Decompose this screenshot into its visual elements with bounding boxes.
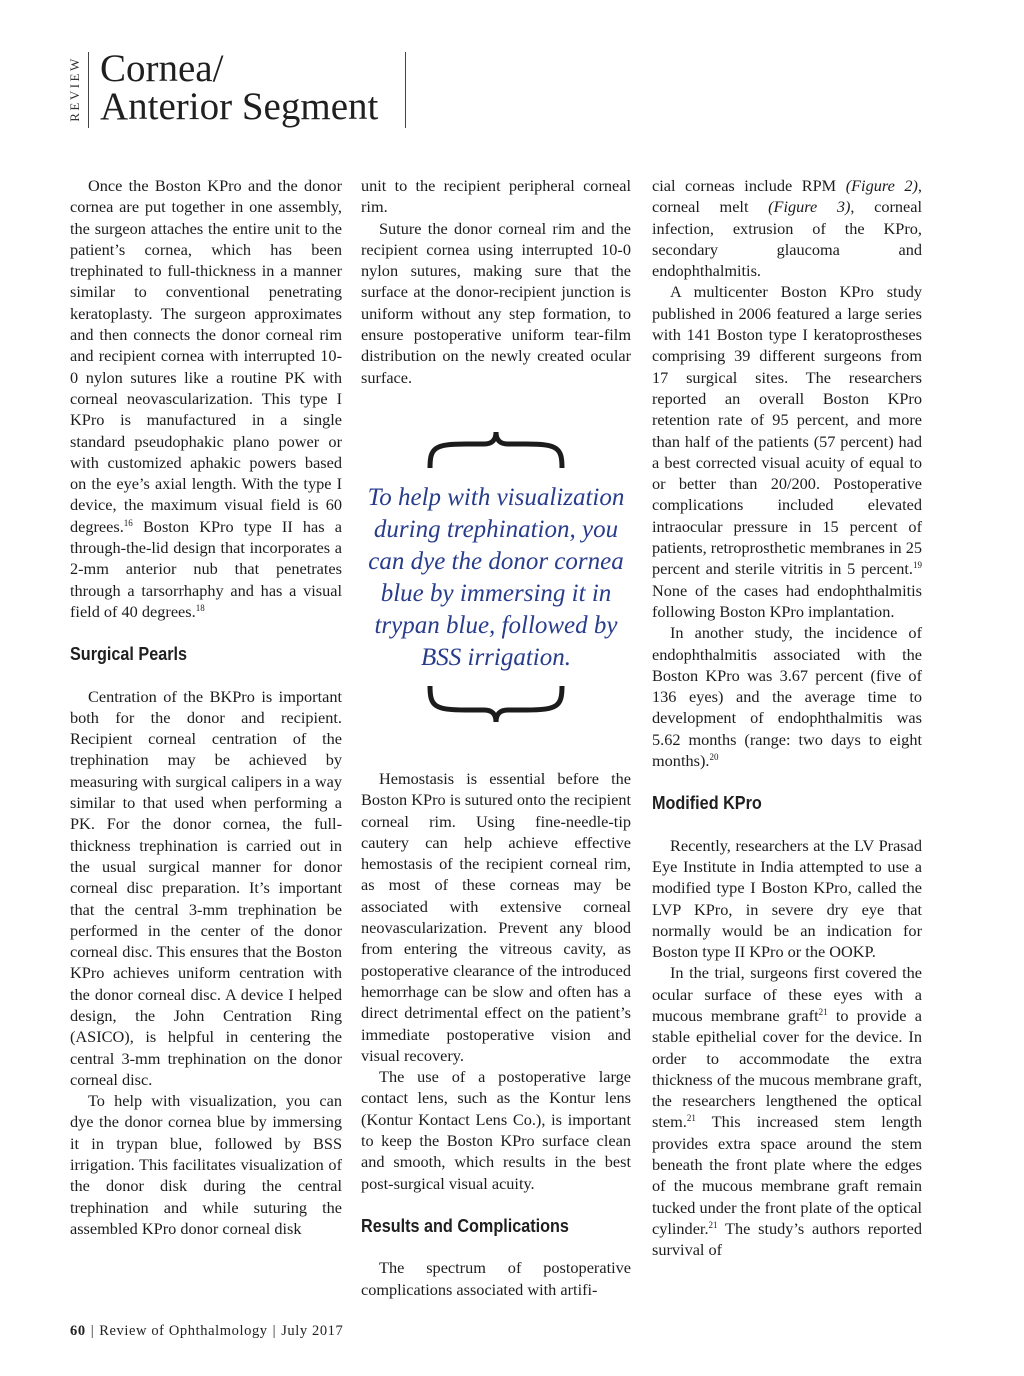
section-label: REVIEW bbox=[67, 56, 83, 122]
reference-marker: 21 bbox=[708, 1219, 718, 1230]
section-heading: Surgical Pearls bbox=[70, 644, 188, 665]
paragraph: Recently, researchers at the LV Prasad Eye Institute in India attempted to use a modified type I Boston KPro, called the LVP KPro, in severe dry eye that normally would be an indication for Boston type II KPro or the OOKP. bbox=[652, 835, 922, 962]
issue-date: July 2017 bbox=[281, 1323, 344, 1339]
section-title-line2: Anterior Segment bbox=[100, 85, 379, 128]
paragraph: unit to the recipient peripheral corneal rim. bbox=[361, 176, 631, 217]
paragraph: A multicenter Boston KPro study published in 2006 featured a large series with 141 Boston type I keratoprostheses comprising 39 different surgeons from 17 surgical sites. The researchers reported an overall Boston KPro retention rate of 95 percent, and more than half of the patients (57 percent) had a best corrected visual acuity of equal to or better than 20/200. Postoperative complications included elevated intraocular pressure in 15 percent of patients, retroprosthetic membranes in 25 percent and sterile vitritis in 5 percent.$^{19}$ None of the cases had endophthalmitis following Boston KPro implantation. bbox=[652, 282, 922, 621]
page-footer: 60 | Review of Ophthalmology | July 2017 bbox=[70, 1323, 344, 1339]
reference-marker: 21 bbox=[686, 1113, 696, 1124]
section-heading: Results and Complications bbox=[361, 1215, 569, 1236]
paragraph: The spectrum of postoperative complications associated with artifi- bbox=[361, 1258, 631, 1299]
brace-bottom-icon bbox=[426, 684, 566, 724]
page-header bbox=[64, 47, 414, 130]
header-divider-right bbox=[405, 52, 406, 128]
reference-marker: 20 bbox=[709, 752, 719, 763]
paragraph: In the trial, surgeons first covered the ocular surface of these eyes with a mucous membrane graft$^{21}$ to provide a stable epithelial cover for the device. In order to accommodate the extra thickness of the mucous membrane graft, the researchers lengthened the optical stem.$^{21}$ This increased stem length provides extra space around the stem beneath the front plate where the edges of the mucous membrane graft remain tucked under the front plate of the optical cylinder.$^{21}$ The study’s authors reported survival of bbox=[652, 963, 922, 1260]
pull-quote bbox=[361, 430, 631, 724]
header-divider-left bbox=[88, 52, 89, 128]
section-title bbox=[100, 47, 379, 128]
column-1 bbox=[70, 175, 342, 1239]
paragraph: Suture the donor corneal rim and the recipient cornea using interrupted 10-0 nylon sutures, making sure that the surface at the donor-recipient junction is uniform without any step formation, to ensure postoperative uniform tear-film distribution on the newly created ocular surface. bbox=[361, 218, 631, 387]
pull-quote-text: To help with visualization during trephination, you can dye the donor cornea blue by immersing it in trypan blue, followed by BSS irrigation. bbox=[367, 483, 625, 671]
reference-marker: 19 bbox=[913, 560, 922, 571]
paragraph: In another study, the incidence of endophthalmitis associated with the Boston KPro was 3.67 percent (five of 136 eyes) and the average time to development of endophthalmitis was 5.62 months (range: two days to eight months).$^{20}$ bbox=[652, 623, 922, 771]
section-heading: Modified KPro bbox=[652, 793, 762, 814]
paragraph: Hemostasis is essential before the Boston KPro is sutured onto the recipient corneal rim. Using fine-needle-tip cautery can help achieve effective hemostasis of the recipient corneal rim, as most of these corneas may be associated with extensive corneal neovascularization. Prevent any blood from entering the vitreous cavity, as postoperative clearance of the introduced hemorrhage can be slow and often has a direct detrimental effect on the patient’s immediate postoperative vision and visual recovery. bbox=[361, 768, 631, 1065]
paragraph: To help with visualization, you can dye the donor cornea blue by immersing it in trypan blue, followed by BSS irrigation. This facilitates visualization of the donor disk during the central trephination and while suturing the assembled KPro donor corneal disk bbox=[70, 1091, 342, 1238]
paragraph: The use of a postoperative large contact lens, such as the Kontur lens (Kontur Kontact Lens Co.), is important to keep the Boston KPro surface clean and smooth, which results in the best post-surgical visual acuity. bbox=[361, 1067, 631, 1193]
page-number: 60 bbox=[70, 1323, 86, 1339]
paragraph: cial corneas include RPM (Figure 2), corneal melt (Figure 3), corneal infection, extrusion of the KPro, secondary glaucoma and endophthalmitis. bbox=[652, 176, 923, 281]
publication-name: Review of Ophthalmology bbox=[99, 1323, 268, 1339]
reference-marker: 21 bbox=[818, 1006, 828, 1017]
figure-reference: (Figure 3) bbox=[768, 197, 851, 217]
section-label-box bbox=[64, 50, 86, 128]
column-3 bbox=[652, 175, 922, 1261]
brace-top-icon bbox=[426, 430, 566, 470]
paragraph: Once the Boston KPro and the donor cornea are put together in one assembly, the surgeon attaches the entire unit to the patient’s cornea, which has been trephinated to full-thickness in a manner similar to conventional penetrating keratoplasty. The surgeon approximates and then connects the donor corneal rim and recipient cornea with interrupted 10-0 nylon sutures like a routine PK with corneal neovascularization. This type I KPro is manufactured in a single standard pseudophakic plano power or with customized aphakic powers based on the eye’s axial length. With the type I device, the maximum visual field is 60 degrees.$^{16}$ Boston KPro type II has a through-the-lid design that incorporates a 2-mm anterior nub that penetrates through a tarsorrhaphy and has a visual field of 40 degrees.$^{18}$ bbox=[70, 176, 342, 621]
reference-marker: 16 bbox=[123, 517, 133, 528]
paragraph: Centration of the BKPro is important both for the donor and recipient. Recipient corneal centration of the trephination may be achieved by measuring with surgical calipers in a way similar to that used when performing a PK. For the donor cornea, the full-thickness trephination is carried out in the usual surgical manner for donor corneal disc preparation. It’s important that the central 3-mm trephination be performed in the center of the donor corneal disc. This ensures that the Boston KPro achieves uniform centration with the donor corneal disc. A device I helped design, the John Centration Ring (ASICO), is helpful in centering the central 3-mm trephination on the donor corneal disc. bbox=[70, 686, 342, 1089]
figure-reference: (Figure 2) bbox=[845, 176, 918, 195]
section-title-line1: Cornea/ bbox=[100, 47, 224, 90]
column-2 bbox=[361, 175, 631, 1300]
reference-marker: 18 bbox=[195, 602, 205, 613]
